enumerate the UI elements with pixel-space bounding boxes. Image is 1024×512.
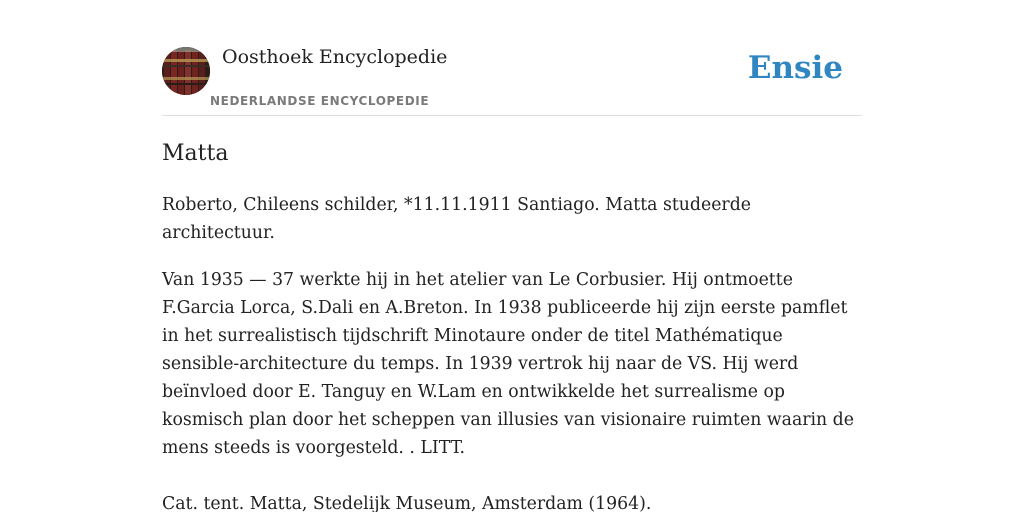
article-literature: Cat. tent. Matta, Stedelijk Museum, Amsterdam (1964). (162, 494, 652, 512)
article (162, 136, 862, 512)
encyclopedia-books-logo[interactable] (162, 47, 210, 95)
site-header (162, 40, 862, 116)
article-intro: Roberto, Chileens schilder, *11.11.1911 Santiago. Matta studeerde architectuur. (162, 195, 751, 243)
article-title: Matta (162, 141, 229, 166)
ensie-brand-link[interactable]: Ensie (747, 50, 843, 86)
site-subtitle: NEDERLANDSE ENCYCLOPEDIE (210, 94, 430, 108)
article-body: Van 1935 — 37 werkte hij in het atelier van Le Corbusier. Hij ontmoette F.Garcia Lorca, S.Dali en A.Breton. In 1938 publiceerde hij zijn eerste pamflet in het surrealistisch tijdschrift Minotaure onder de titel Mathématique sensible-architecture du temps. In 1939 vertrok hij naar de VS. Hij werd beïnvloed door E. Tanguy en W.Lam en ontwikkelde het surrealisme op kosmisch plan door het scheppen van illusies van visionaire ruimten waarin de mens steeds is voorgesteld. . LITT. (162, 270, 854, 458)
site-title[interactable]: Oosthoek Encyclopedie (222, 46, 448, 68)
books-image (162, 47, 210, 95)
